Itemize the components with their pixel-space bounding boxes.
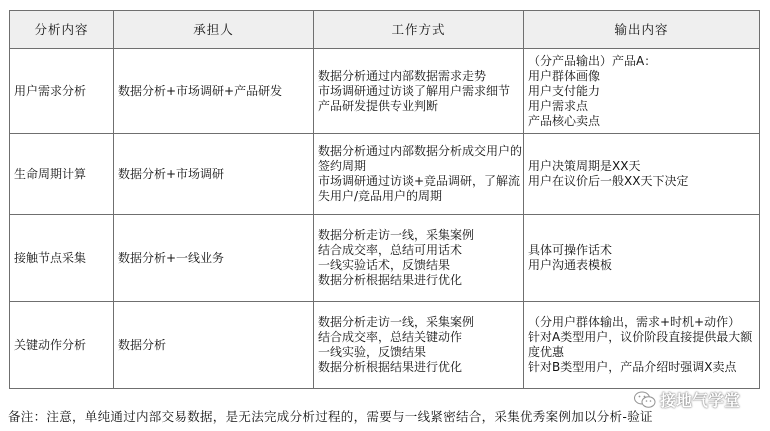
table-row — [10, 49, 760, 134]
cell-output — [524, 49, 760, 134]
method-line: 产品研发提供专业判断 — [318, 98, 439, 113]
table-header-row — [10, 11, 760, 49]
output-line: 用户在议价后一般XX天下决定 — [528, 174, 689, 188]
output-line: 用户沟通表模板 — [528, 258, 613, 272]
output-line: 产品核心卖点 — [528, 113, 601, 128]
table-row — [10, 134, 760, 215]
header-output: 输出内容 — [524, 11, 760, 49]
method-line: 数据分析走访一线，采集案例 — [318, 228, 475, 242]
output-line: 用户决策周期是XX天 — [528, 159, 641, 173]
method-line: 数据分析通过内部数据需求走势 — [318, 68, 487, 83]
cell-owner: 数据分析+市场调研+产品研发 — [114, 49, 314, 134]
method-line: 数据分析根据结果进行优化 — [318, 360, 463, 374]
header-method: 工作方式 — [314, 11, 524, 49]
analysis-table — [9, 10, 760, 389]
header-owner: 承担人 — [114, 11, 314, 49]
cell-output — [524, 215, 760, 302]
method-line: 市场调研通过访谈+竞品调研，了解流失用户/竞品用户的周期 — [318, 174, 521, 203]
output-line: 针对B类型用户，产品介绍时强调X卖点 — [528, 360, 737, 374]
cell-analysis-content: 生命周期计算 — [10, 134, 114, 215]
table-row — [10, 215, 760, 302]
wechat-icon — [634, 391, 656, 409]
output-line: 用户群体画像 — [528, 68, 601, 83]
output-line: 用户支付能力 — [528, 83, 601, 98]
cell-owner: 数据分析+市场调研 — [114, 134, 314, 215]
method-line: 一线实验话术，反馈结果 — [318, 258, 451, 272]
output-line: 用户需求点 — [528, 98, 589, 113]
output-line: 针对A类型用户，议价阶段直接提供最大额度优惠 — [528, 330, 753, 359]
watermark-text: 接地气学堂 — [660, 391, 741, 410]
output-line: （分用户群体输出，需求+时机+动作） — [528, 315, 741, 329]
method-line: 结合成交率，总结关键动作 — [318, 330, 463, 344]
method-line: 结合成交率，总结可用话术 — [318, 243, 463, 257]
method-line: 数据分析通过内部数据分析成交用户的签约周期 — [318, 144, 523, 173]
method-line: 数据分析走访一线，采集案例 — [318, 315, 475, 329]
output-line: 具体可操作话术 — [528, 243, 613, 257]
method-line: 数据分析根据结果进行优化 — [318, 273, 463, 287]
footnote: 备注：注意，单纯通过内部交易数据，是无法完成分析过程的，需要与一线紧密结合，采集优秀案例加以分析-验证 — [8, 409, 653, 424]
cell-output — [524, 134, 760, 215]
cell-analysis-content: 用户需求分析 — [10, 49, 114, 134]
cell-owner: 数据分析+一线业务 — [114, 215, 314, 302]
cell-analysis-content: 接触节点采集 — [10, 215, 114, 302]
cell-method — [314, 215, 524, 302]
cell-output — [524, 302, 760, 389]
table-row — [10, 302, 760, 389]
cell-method — [314, 134, 524, 215]
cell-method — [314, 302, 524, 389]
method-line: 一线实验，反馈结果 — [318, 345, 427, 359]
method-line: 市场调研通过访谈了解用户需求细节 — [318, 83, 511, 98]
cell-analysis-content: 关键动作分析 — [10, 302, 114, 389]
output-line: （分产品输出）产品A： — [528, 53, 657, 68]
cell-owner: 数据分析 — [114, 302, 314, 389]
header-analysis-content: 分析内容 — [10, 11, 114, 49]
cell-method — [314, 49, 524, 134]
